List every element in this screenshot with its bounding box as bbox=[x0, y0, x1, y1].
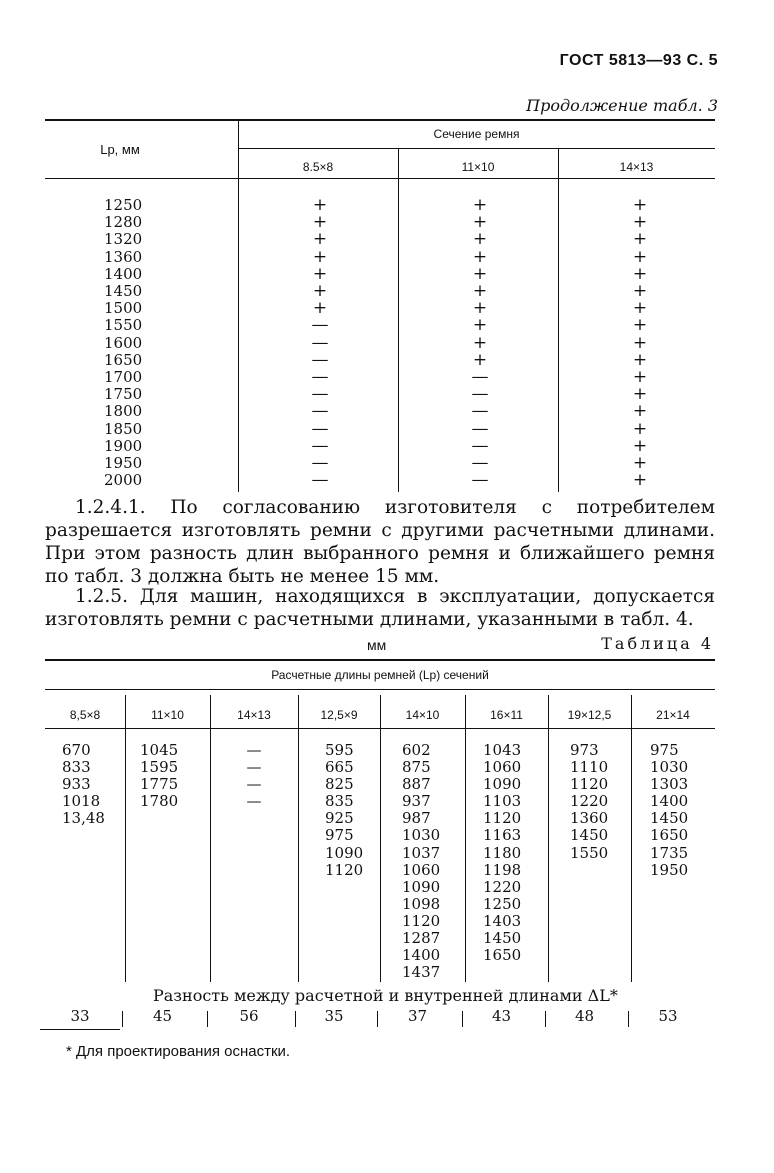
table4-value: 1090 bbox=[325, 843, 364, 862]
table4-value: 875 bbox=[402, 758, 431, 777]
table4-value: 1735 bbox=[650, 843, 689, 862]
table3-length-value: 1280 bbox=[104, 213, 143, 232]
table3-mark: — bbox=[471, 470, 489, 491]
table4-value: 1043 bbox=[483, 741, 522, 759]
table4-col-header: 11×10 bbox=[151, 708, 184, 722]
table3-section-rule bbox=[238, 148, 715, 149]
table4-value: 1120 bbox=[402, 911, 441, 930]
table4-value: 1437 bbox=[402, 963, 441, 982]
table4-value: — bbox=[246, 792, 262, 811]
table4-value: 1550 bbox=[570, 843, 609, 862]
table4-col-header: 14×13 bbox=[237, 708, 271, 722]
table4-value: 973 bbox=[570, 741, 599, 759]
table3-length-value: 1850 bbox=[104, 419, 143, 438]
table4-value: 1403 bbox=[483, 911, 522, 930]
table4-divider bbox=[631, 695, 632, 982]
table3-length-value: 1700 bbox=[104, 368, 143, 387]
table4-diff-value: 48 bbox=[574, 1007, 595, 1025]
table4-diff-value: 56 bbox=[239, 1007, 259, 1025]
table3-mark: + bbox=[632, 418, 648, 439]
table4-diff-caption: Разность между расчетной и внутренней длинами ΔL* bbox=[153, 986, 618, 1005]
table4-unit: мм bbox=[367, 637, 387, 653]
table3-mark: + bbox=[472, 263, 488, 284]
table3-mark: + bbox=[312, 263, 328, 284]
table3-mark: — bbox=[311, 435, 329, 456]
table4-divider bbox=[298, 695, 299, 982]
footnote: * Для проектирования оснастки. bbox=[66, 1043, 291, 1060]
table4-col-header: 19×12,5 bbox=[567, 708, 612, 722]
table3-length-value: 1450 bbox=[104, 282, 143, 301]
table4-divider bbox=[210, 695, 211, 982]
table3-col1-marks bbox=[300, 197, 340, 489]
table3-mark: — bbox=[471, 401, 489, 422]
table4-divider bbox=[380, 695, 381, 982]
table4-diff-value: 35 bbox=[324, 1007, 344, 1025]
table3-length-value: 1500 bbox=[104, 299, 143, 318]
table3-length-value: 1360 bbox=[104, 247, 143, 266]
table4-diff-value: 53 bbox=[658, 1007, 678, 1025]
table3-length-value: 1800 bbox=[104, 402, 143, 421]
table4-column-values bbox=[402, 742, 440, 981]
table4-value: 1090 bbox=[483, 775, 522, 794]
table3-mark: + bbox=[632, 281, 648, 302]
table3-col-header: 8.5×8 bbox=[302, 160, 334, 174]
table4-value: 1030 bbox=[402, 826, 441, 845]
table4-value: 13,48 bbox=[62, 809, 105, 828]
table3-mark: + bbox=[632, 470, 648, 491]
table3-header-rule bbox=[45, 178, 715, 179]
table4-value: 1180 bbox=[483, 843, 522, 862]
table4-column-values bbox=[483, 742, 521, 964]
table3-mark: + bbox=[472, 212, 488, 233]
table3-mark: + bbox=[312, 281, 328, 302]
table3-mark: + bbox=[472, 349, 488, 370]
table4-value: 833 bbox=[62, 758, 91, 777]
table4-value: 1650 bbox=[483, 946, 522, 965]
table3-length-value: 1600 bbox=[104, 333, 143, 352]
table4-title: Таблица 4 bbox=[601, 634, 714, 653]
table4-value: 1018 bbox=[62, 792, 101, 811]
table3-mark: + bbox=[312, 298, 328, 319]
table4-value: 602 bbox=[402, 741, 431, 759]
table4-header-rule bbox=[45, 689, 715, 690]
table4-value: 670 bbox=[62, 741, 91, 759]
table3-length-value: 1250 bbox=[104, 196, 143, 214]
table3-mark: — bbox=[311, 332, 329, 353]
table3-mark: + bbox=[632, 453, 648, 474]
table4-column-values bbox=[650, 742, 688, 879]
table3-mark: — bbox=[311, 470, 329, 491]
table4-value: 975 bbox=[650, 741, 679, 759]
standard-header: ГОСТ 5813—93 С. 5 bbox=[559, 52, 718, 69]
table4-value: 835 bbox=[325, 792, 354, 811]
table3-mark: — bbox=[471, 435, 489, 456]
table4-value: 1103 bbox=[483, 792, 522, 811]
table4-value: 1090 bbox=[402, 877, 441, 896]
table4-value: 1163 bbox=[483, 826, 522, 845]
table4-value: 1060 bbox=[402, 860, 441, 879]
table4-divider bbox=[125, 695, 126, 982]
table3-mark: — bbox=[311, 367, 329, 388]
table4-value: 925 bbox=[325, 809, 354, 828]
table3-mark: — bbox=[311, 315, 329, 336]
table3-length-value: 1950 bbox=[104, 454, 143, 473]
table3-col-header: 11×10 bbox=[461, 160, 495, 174]
paragraph-1-2-4-1: 1.2.4.1. По согласованию изготовителя с потребителем разрешается изготовлять ремни с другими расчетными длинами. При этом разность длин выбранного ремня и ближайшего ремня по табл. 3 должна быть не менее 15 мм. bbox=[45, 497, 715, 587]
table4-value: 825 bbox=[325, 775, 354, 794]
table4-value: 1287 bbox=[402, 929, 441, 948]
table4-value: 1450 bbox=[483, 929, 522, 948]
table3-mark: + bbox=[632, 367, 648, 388]
table3-mark: + bbox=[312, 212, 328, 233]
table3-mark: — bbox=[311, 349, 329, 370]
table3-mark: + bbox=[472, 315, 488, 336]
table3-divider bbox=[558, 149, 559, 492]
table3-divider bbox=[398, 149, 399, 492]
table3-mark: + bbox=[472, 229, 488, 250]
table4-col-header: 16×11 bbox=[490, 708, 523, 722]
table4-divider bbox=[465, 695, 466, 982]
table4-value: 1220 bbox=[570, 792, 609, 811]
table3-divider bbox=[238, 120, 239, 492]
table3-col2-marks bbox=[460, 197, 500, 489]
table4-value: 1120 bbox=[325, 860, 364, 879]
table3-col3-marks bbox=[620, 197, 660, 489]
table3-mark: + bbox=[632, 401, 648, 422]
table3-length-value: 1320 bbox=[104, 230, 143, 249]
table4-value: 933 bbox=[62, 775, 91, 794]
table3-mark: + bbox=[632, 384, 648, 405]
table3-mark: + bbox=[632, 263, 648, 284]
table3-mark: + bbox=[632, 229, 648, 250]
table3-mark: + bbox=[632, 332, 648, 353]
table4-value: 1950 bbox=[650, 860, 689, 879]
table3-top-rule bbox=[45, 119, 715, 121]
paragraph-1-2-5: 1.2.5. Для машин, находящихся в эксплуатации, допускается изготовлять ремни с расчетными длинами, указанными в табл. 4. bbox=[45, 586, 715, 630]
table4-value: 1098 bbox=[402, 894, 441, 913]
table3-mark: + bbox=[312, 229, 328, 250]
table3-mark: + bbox=[632, 298, 648, 319]
table4-col-header: 8,5×8 bbox=[69, 708, 101, 722]
table3-mark: + bbox=[472, 195, 488, 215]
table4-diff-value: 43 bbox=[491, 1007, 512, 1025]
table4-value: 1220 bbox=[483, 877, 522, 896]
table3-mark: + bbox=[632, 315, 648, 336]
table4-value: 1030 bbox=[650, 758, 689, 777]
table3-col-header: 14×13 bbox=[619, 160, 654, 174]
table3-mark: + bbox=[632, 195, 648, 215]
table3-mark: + bbox=[472, 332, 488, 353]
table3-mark: — bbox=[471, 367, 489, 388]
table4-col-header: 12,5×9 bbox=[320, 708, 358, 722]
table3-mark: + bbox=[632, 349, 648, 370]
table4-value: 1110 bbox=[570, 758, 609, 777]
table4-divider bbox=[548, 695, 549, 982]
table3-mark: — bbox=[311, 418, 329, 439]
table4-value: 1450 bbox=[570, 826, 609, 845]
table3-length-value: 1650 bbox=[104, 350, 143, 369]
table3-mark: + bbox=[472, 281, 488, 302]
table4-value: 1595 bbox=[140, 758, 179, 777]
table3-length-value: 1550 bbox=[104, 316, 143, 335]
table4-value: 1120 bbox=[570, 775, 609, 794]
table4-column-values bbox=[140, 742, 178, 810]
table4-value: 975 bbox=[325, 826, 354, 845]
table4-value: 1450 bbox=[650, 809, 689, 828]
table4-header: Расчетные длины ремней (Lp) сечений bbox=[271, 668, 489, 682]
table3-mark: + bbox=[632, 435, 648, 456]
table4-value: 665 bbox=[325, 758, 354, 777]
table3-mark: — bbox=[471, 418, 489, 439]
table4-value: 1780 bbox=[140, 792, 179, 811]
table4-value: — bbox=[246, 758, 262, 777]
table3-length-value: 2000 bbox=[104, 471, 143, 490]
table4-value: 1037 bbox=[402, 843, 441, 862]
table3-mark: — bbox=[311, 401, 329, 422]
table3-continuation: Продолжение табл. 3 bbox=[526, 96, 718, 115]
table4-diff-value: 37 bbox=[407, 1007, 428, 1025]
table4-column-values bbox=[570, 742, 608, 862]
table3-mark: — bbox=[311, 384, 329, 405]
table3-mark: + bbox=[312, 246, 328, 267]
table4-value: 887 bbox=[402, 775, 431, 794]
table4-value: 1120 bbox=[483, 809, 522, 828]
table3-mark: + bbox=[632, 212, 648, 233]
table4-value: 1360 bbox=[570, 809, 609, 828]
table3-mark: + bbox=[472, 246, 488, 267]
table3-mark: — bbox=[471, 453, 489, 474]
table4-diff-value: 45 bbox=[152, 1007, 173, 1025]
table4-column-values bbox=[325, 742, 363, 879]
table4-value: 1400 bbox=[402, 946, 441, 965]
table4-value: 595 bbox=[325, 741, 354, 759]
table4-diff-value: 33 bbox=[70, 1007, 90, 1025]
table4-value: 937 bbox=[402, 792, 431, 811]
table3-mark: + bbox=[312, 195, 328, 215]
table4-value: 1650 bbox=[650, 826, 689, 845]
table4-value: — bbox=[246, 741, 262, 759]
table4-col-header: 21×14 bbox=[656, 708, 690, 722]
table4-bottom-rule bbox=[40, 1029, 120, 1030]
table4-value: 1198 bbox=[483, 860, 522, 879]
table4-value: 1045 bbox=[140, 741, 179, 759]
table4-value: 1303 bbox=[650, 775, 689, 794]
table4-col-header: 14×10 bbox=[405, 708, 440, 722]
table3-mark: — bbox=[311, 453, 329, 474]
table3-lengths-column bbox=[104, 197, 142, 489]
table4-top-rule bbox=[45, 659, 715, 661]
table3-mark: — bbox=[471, 384, 489, 405]
table4-value: — bbox=[246, 775, 262, 794]
table4-value: 1060 bbox=[483, 758, 522, 777]
table4-value: 1400 bbox=[650, 792, 689, 811]
table3-section-header: Сечение ремня bbox=[433, 127, 520, 141]
table3-mark: + bbox=[472, 298, 488, 319]
table3-length-value: 1750 bbox=[104, 385, 143, 404]
table4-value: 987 bbox=[402, 809, 431, 828]
table3-lp-header: Lp, мм bbox=[100, 142, 140, 157]
table4-column-values bbox=[62, 742, 105, 827]
table4-value: 1775 bbox=[140, 775, 179, 794]
table4-value: 1250 bbox=[483, 894, 522, 913]
table3-mark: + bbox=[632, 246, 648, 267]
table4-column-values bbox=[210, 742, 298, 810]
table3-length-value: 1900 bbox=[104, 436, 143, 455]
table3-length-value: 1400 bbox=[104, 264, 143, 283]
